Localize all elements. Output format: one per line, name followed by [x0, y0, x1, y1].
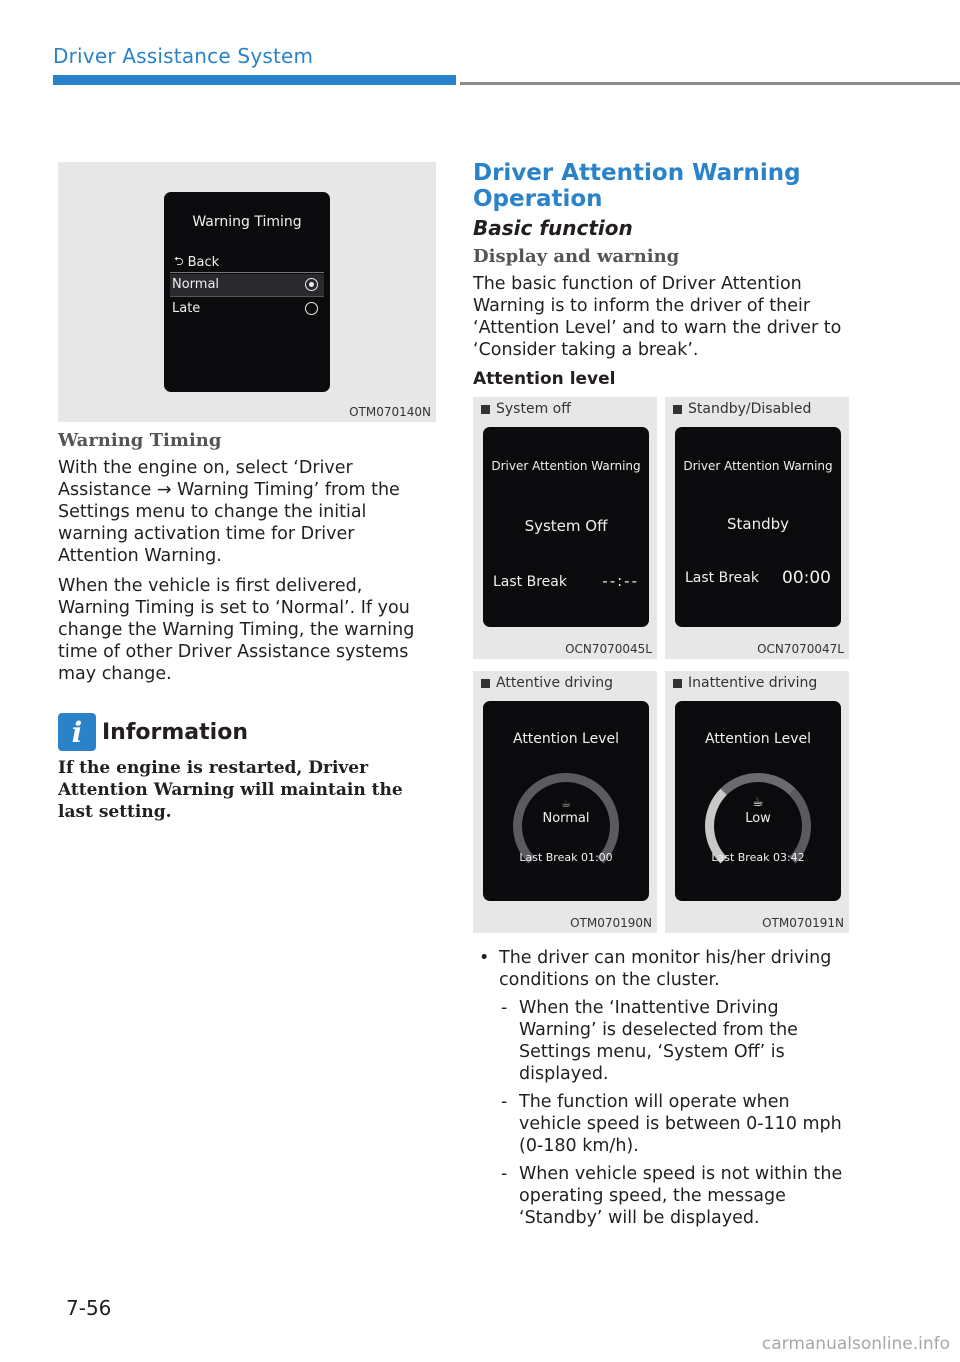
- last-break-label: Last Break: [685, 570, 759, 586]
- information-heading: [58, 713, 436, 751]
- last-break-value: --:--: [602, 572, 639, 590]
- figure-standby: [665, 397, 849, 659]
- page-header-title: Driver Assistance System: [53, 44, 314, 68]
- screen-divider: [170, 296, 324, 297]
- coffee-cup-icon: ☕: [752, 795, 764, 810]
- figure-system-off: [473, 397, 657, 659]
- warning-timing-heading: Warning Timing: [58, 430, 222, 451]
- screen-title: Attention Level: [704, 731, 812, 747]
- bullet-list: [473, 947, 853, 1229]
- list-item: - When vehicle speed is not within the operating speed, the message ‘Standby’ will be displayed.: [499, 1163, 853, 1229]
- figure-code: OCN7070045L: [565, 642, 652, 656]
- coffee-cup-icon: ☕: [561, 797, 571, 810]
- warning-timing-figure: [58, 162, 436, 422]
- page-number: 7-56: [66, 1296, 112, 1320]
- figure-label: Standby/Disabled: [673, 401, 811, 417]
- section-title: Driver Attention Warning Operation: [473, 160, 801, 212]
- square-bullet-icon: [673, 679, 682, 688]
- last-break-value: 00:00: [782, 568, 831, 588]
- header-rule-accent: [53, 75, 456, 85]
- option-normal-label: Normal: [172, 277, 220, 292]
- figure-code: OTM070140N: [349, 405, 431, 419]
- back-item: [174, 252, 219, 273]
- attention-figures-grid: [473, 397, 853, 933]
- last-break-label: Last Break: [493, 574, 567, 590]
- list-item: [473, 947, 853, 1229]
- cluster-screen: [483, 427, 649, 627]
- figure-code: OCN7070047L: [757, 642, 844, 656]
- square-bullet-icon: [673, 405, 682, 414]
- watermark: carmanualsonline.info: [761, 1334, 950, 1354]
- radio-empty-icon: [305, 302, 318, 315]
- screen-title: Driver Attention Warning: [683, 459, 833, 473]
- radio-selected-icon: [305, 278, 318, 291]
- figure-label: Attentive driving: [481, 675, 613, 691]
- section-subtitle: Basic function: [473, 216, 633, 240]
- square-bullet-icon: [481, 679, 490, 688]
- square-bullet-icon: [481, 405, 490, 414]
- left-column: [58, 162, 436, 823]
- status-text: Standby: [726, 515, 790, 533]
- last-break-text: Last Break 03:42: [711, 851, 805, 864]
- back-arrow-icon: ⮌: [174, 254, 184, 268]
- paragraph: With the engine on, select ‘Driver Assistance → Warning Timing’ from the Settings menu to change the initial warning activation time for Driver Attention Warning.: [58, 458, 400, 566]
- information-icon: i: [58, 713, 96, 751]
- information-text: If the engine is restarted, Driver Attention Warning will maintain the last setting.: [58, 758, 403, 822]
- warning-timing-screen: [164, 192, 330, 392]
- screen-divider: [170, 272, 324, 273]
- cluster-screen: [675, 701, 841, 901]
- cluster-screen: [483, 701, 649, 901]
- information-title: Information: [102, 719, 248, 745]
- screen-title: Warning Timing: [192, 214, 302, 230]
- figure-label: System off: [481, 401, 571, 417]
- bullet-text: The driver can monitor his/her driving conditions on the cluster.: [499, 948, 832, 990]
- paragraph: When the vehicle is first delivered, Warning Timing is set to ‘Normal’. If you change the Warning Timing, the warning time of other Driver Assistance systems may change.: [58, 576, 415, 684]
- status-text: Low: [745, 811, 771, 826]
- status-text: System Off: [524, 517, 608, 535]
- list-item: - When the ‘Inattentive Driving Warning’ is deselected from the Settings menu, ‘System Off’ is displayed.: [499, 997, 853, 1085]
- last-break-text: Last Break 01:00: [519, 851, 613, 864]
- status-text: Normal: [542, 811, 590, 826]
- figure-code: OTM070190N: [570, 916, 652, 930]
- right-column: [473, 160, 853, 1235]
- figure-attentive-driving: [473, 671, 657, 933]
- figure-label: Inattentive driving: [673, 675, 817, 691]
- option-late-label: Late: [172, 301, 201, 316]
- list-item: - The function will operate when vehicle speed is between 0-110 mph (0-180 km/h).: [499, 1091, 853, 1157]
- screen-title: Attention Level: [512, 731, 620, 747]
- screen-title: Driver Attention Warning: [491, 459, 641, 473]
- display-warning-heading: Display and warning: [473, 246, 680, 267]
- paragraph: The basic function of Driver Attention Warning is to inform the driver of their ‘Attention Level’ and to warn the driver to ‘Consider taking a break’.: [473, 274, 842, 360]
- cluster-screen: [675, 427, 841, 627]
- header-rule: [460, 82, 960, 85]
- figure-inattentive-driving: [665, 671, 849, 933]
- attention-level-label: Attention level: [473, 369, 616, 389]
- figure-code: OTM070191N: [762, 916, 844, 930]
- back-label: Back: [187, 255, 220, 270]
- dash-list: [499, 997, 853, 1229]
